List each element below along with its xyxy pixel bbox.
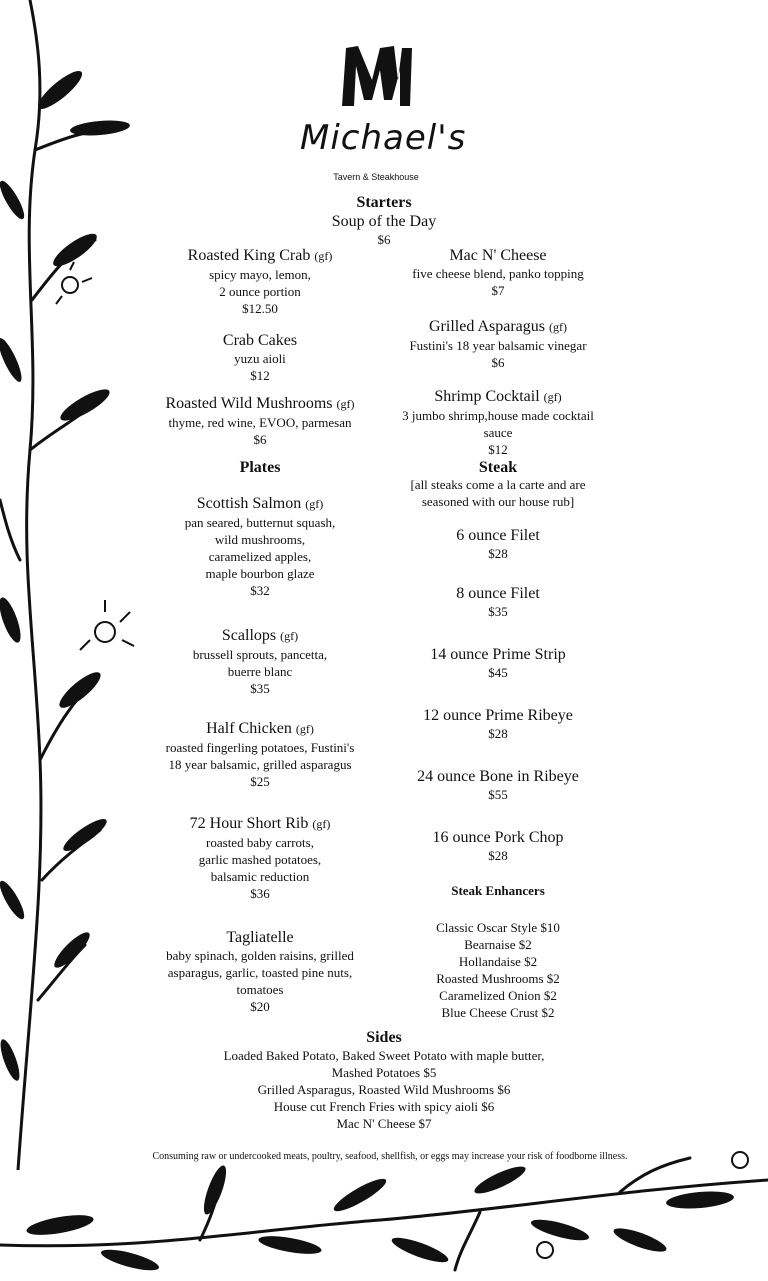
menu-item — [368, 317, 628, 371]
sides-line: Grilled Asparagus, Roasted Wild Mushrooms $6 — [257, 1082, 511, 1097]
item-tag: (gf) — [295, 722, 314, 736]
item-desc: balsamic reduction — [210, 869, 310, 884]
item-name: 8 ounce Filet — [456, 585, 540, 602]
item-name: 12 ounce Prime Ribeye — [423, 707, 573, 724]
steak-item — [378, 706, 618, 742]
item-name: Shrimp Cocktail — [434, 388, 540, 405]
menu-item — [368, 387, 628, 458]
item-price: $12.50 — [242, 301, 278, 316]
steak-note — [368, 476, 628, 510]
steak-enhancers-list — [378, 919, 618, 1021]
item-name: Roasted King Crab — [187, 247, 311, 264]
item-desc: 2 ounce portion — [219, 284, 301, 299]
item-name: Half Chicken — [206, 720, 292, 737]
item-desc: baby spinach, golden raisins, grilled — [166, 948, 354, 963]
item-price: $20 — [250, 999, 270, 1014]
disclaimer: Consuming raw or undercooked meats, poultry, seafood, shellfish, or eggs may increase your risk of foodborne illness. — [152, 1151, 628, 1162]
brand-name: Michael's — [300, 118, 467, 158]
item-desc: wild mushrooms, — [214, 532, 306, 547]
item-name: 14 ounce Prime Strip — [430, 646, 566, 663]
enhancer-item: Roasted Mushrooms $2 — [436, 971, 560, 986]
item-price: $28 — [488, 546, 508, 561]
item-desc: maple bourbon glaze — [205, 566, 315, 581]
item-price: $12 — [488, 442, 508, 457]
steak-item — [378, 584, 618, 620]
item-desc: spicy mayo, lemon, — [209, 267, 311, 282]
item-name: Grilled Asparagus — [429, 318, 545, 335]
item-price: $7 — [491, 283, 505, 298]
item-name: 72 Hour Short Rib — [189, 815, 309, 832]
item-price: $35 — [488, 604, 508, 619]
menu-item — [120, 928, 400, 1015]
item-name: 6 ounce Filet — [456, 527, 540, 544]
enhancer-item: Bearnaise $2 — [464, 937, 532, 952]
item-price: $45 — [488, 665, 508, 680]
item-name: 16 ounce Pork Chop — [432, 829, 564, 846]
soup-of-day — [234, 212, 534, 248]
item-desc: roasted fingerling potatoes, Fustini's — [165, 740, 355, 755]
item-tag: (gf) — [312, 817, 331, 831]
menu-item — [130, 814, 390, 902]
item-desc: buerre blanc — [227, 664, 293, 679]
item-price: $12 — [250, 368, 270, 383]
logo-letter: M — [375, 90, 377, 91]
item-desc: roasted baby carrots, — [206, 835, 314, 850]
item-price: $55 — [488, 787, 508, 802]
item-name: Scottish Salmon — [196, 495, 302, 512]
steak-item — [378, 828, 618, 864]
item-name: Soup of the Day — [331, 213, 437, 230]
menu-item — [130, 394, 390, 448]
starters-heading: Starters — [356, 194, 412, 211]
steak-note-line: seasoned with our house rub] — [421, 494, 575, 509]
item-desc: garlic mashed potatoes, — [198, 852, 322, 867]
item-name: Mac N' Cheese — [449, 247, 547, 264]
item-desc: asparagus, garlic, toasted pine nuts, — [167, 965, 353, 980]
item-desc: brussell sprouts, pancetta, — [192, 647, 328, 662]
item-name: Roasted Wild Mushrooms — [165, 395, 333, 412]
enhancer-item: Caramelized Onion $2 — [439, 988, 557, 1003]
steak-enhancers-heading: Steak Enhancers — [451, 883, 545, 898]
sides-line: Mashed Potatoes $5 — [331, 1065, 437, 1080]
item-tag: (gf) — [543, 390, 562, 404]
item-name: Tagliatelle — [226, 929, 294, 946]
item-tag: (gf) — [305, 497, 324, 511]
item-desc: 3 jumbo shrimp,house made cocktail — [402, 408, 594, 423]
sides-list — [134, 1047, 634, 1132]
brand-tagline: Tavern & Steakhouse — [333, 172, 419, 182]
item-price: $35 — [250, 681, 270, 696]
item-name: 24 ounce Bone in Ribeye — [417, 768, 579, 785]
steak-item — [378, 526, 618, 562]
item-tag: (gf) — [314, 249, 333, 263]
sides-line: House cut French Fries with spicy aioli $6 — [273, 1099, 495, 1114]
item-desc: thyme, red wine, EVOO, parmesan — [168, 415, 352, 430]
item-desc: tomatoes — [236, 982, 284, 997]
enhancer-item: Blue Cheese Crust $2 — [441, 1005, 555, 1020]
menu-item — [130, 626, 390, 697]
item-price: $25 — [250, 774, 270, 789]
item-price: $6 — [253, 432, 267, 447]
steak-item — [378, 645, 618, 681]
item-price: $6 — [491, 355, 505, 370]
item-desc: yuzu aioli — [234, 351, 286, 366]
enhancer-item: Hollandaise $2 — [458, 954, 538, 969]
sides-heading: Sides — [366, 1029, 402, 1046]
item-name: Crab Cakes — [222, 332, 298, 349]
item-desc: caramelized apples, — [208, 549, 312, 564]
sides-line: Loaded Baked Potato, Baked Sweet Potato with maple butter, — [223, 1048, 545, 1063]
menu-item — [378, 246, 618, 299]
menu-item — [130, 494, 390, 599]
sides-line: Mac N' Cheese $7 — [336, 1116, 432, 1131]
plates-heading: Plates — [239, 459, 281, 476]
menu-item — [130, 331, 390, 384]
item-name: Scallops — [221, 627, 277, 644]
item-desc: Fustini's 18 year balsamic vinegar — [409, 338, 587, 353]
logo-m-icon — [336, 40, 416, 110]
item-price: $28 — [488, 726, 508, 741]
item-price: $32 — [250, 583, 270, 598]
enhancer-item: Classic Oscar Style $10 — [436, 920, 560, 935]
item-desc: 18 year balsamic, grilled asparagus — [168, 757, 352, 772]
item-tag: (gf) — [280, 629, 299, 643]
item-desc: pan seared, butternut squash, — [184, 515, 336, 530]
menu-item — [130, 246, 390, 317]
steak-heading: Steak — [478, 459, 518, 476]
bottom-vine-illustration — [0, 1150, 768, 1281]
item-tag: (gf) — [548, 320, 567, 334]
steak-item — [378, 767, 618, 803]
menu-item — [120, 719, 400, 790]
item-desc: sauce — [483, 425, 513, 440]
item-desc: five cheese blend, panko topping — [412, 266, 584, 281]
item-price: $6 — [377, 232, 391, 247]
steak-note-line: [all steaks come a la carte and are — [410, 477, 586, 492]
item-tag: (gf) — [336, 397, 355, 411]
item-price: $36 — [250, 886, 270, 901]
item-price: $28 — [488, 848, 508, 863]
